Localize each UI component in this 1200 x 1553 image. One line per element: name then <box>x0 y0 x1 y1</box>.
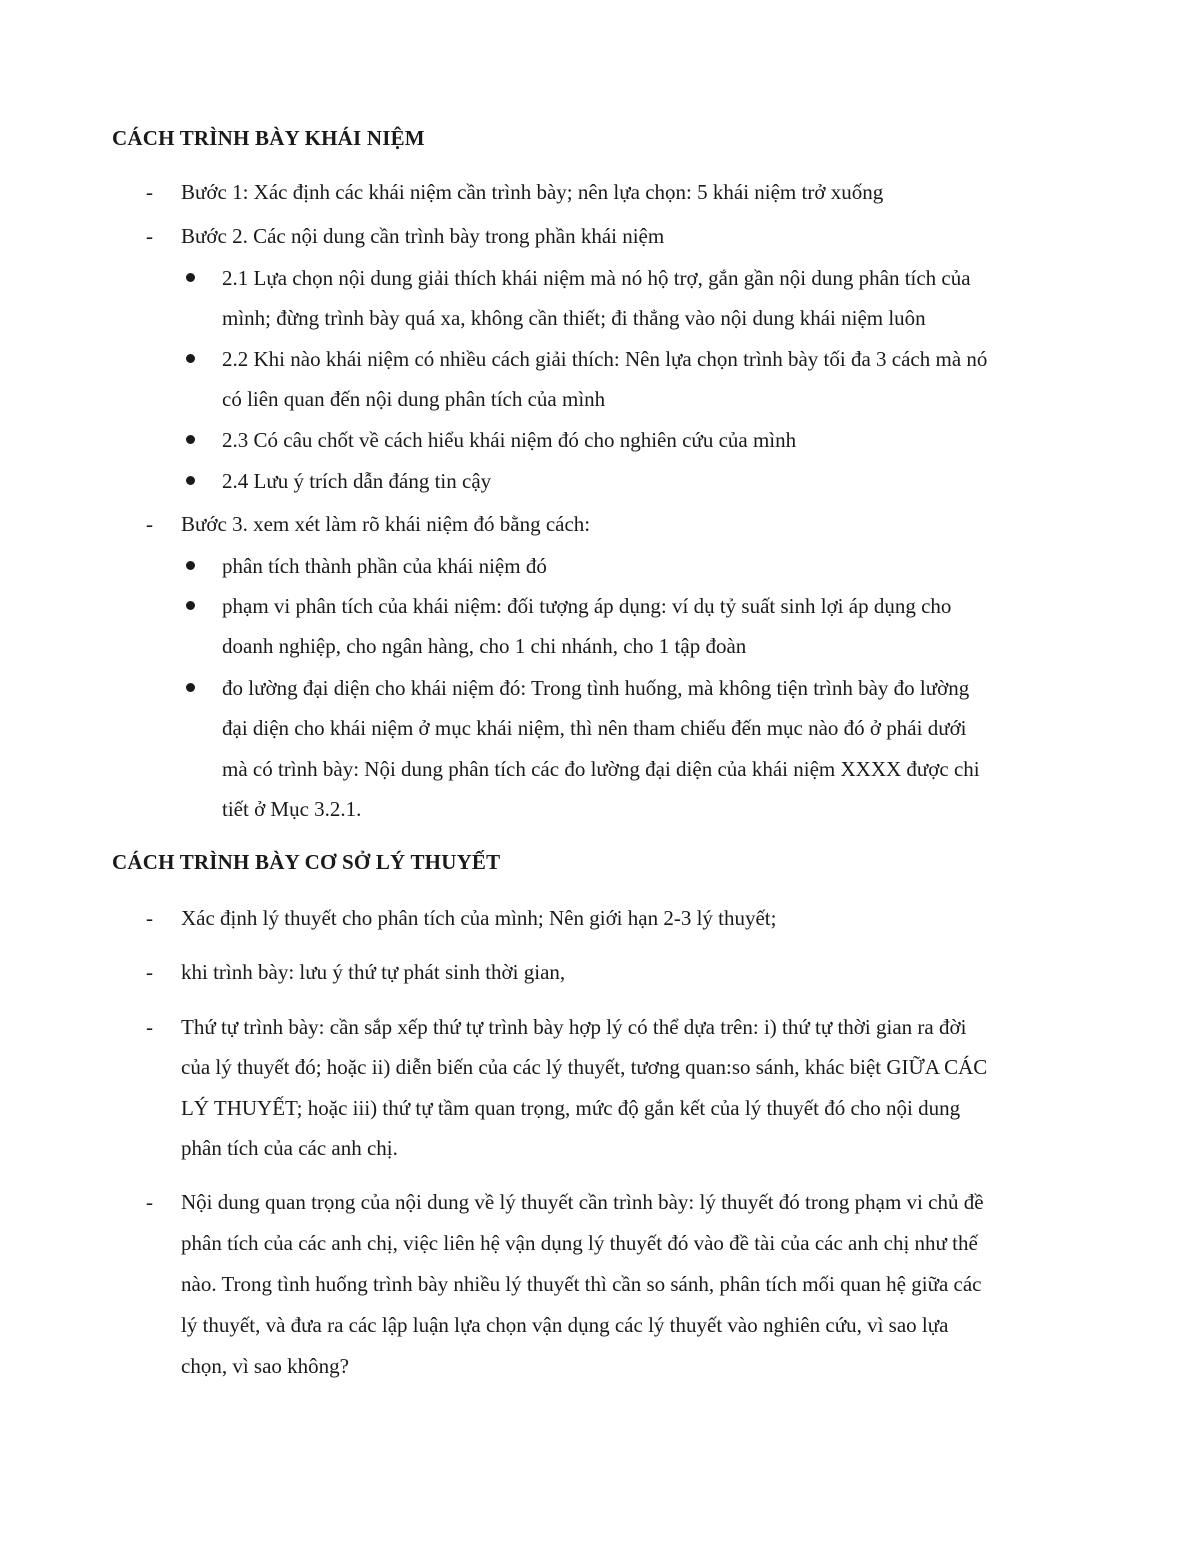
bullet-item-measure-line-3: mà có trình bày: Nội dung phân tích các đo lường đại diện của khái niệm XXXX được chi <box>222 757 980 781</box>
list-dash: - <box>146 180 153 204</box>
bullet-item-2-1-line-2: mình; đừng trình bày quá xa, không cần thiết; đi thẳng vào nội dung khái niệm luôn <box>222 306 926 330</box>
bullet-item-scope-line-2: doanh nghiệp, cho ngân hàng, cho 1 chi nhánh, cho 1 tập đoàn <box>222 634 747 658</box>
theory-item-4-line-3: nào. Trong tình huống trình bày nhiều lý thuyết thì cần so sánh, phân tích mối quan hệ giữa các <box>181 1272 982 1296</box>
section-heading-concepts: CÁCH TRÌNH BÀY KHÁI NIỆM <box>112 126 425 150</box>
theory-item-4-line-4: lý thuyết, và đưa ra các lập luận lựa chọn vận dụng các lý thuyết vào nghiên cứu, vì sao lựa <box>181 1313 949 1337</box>
list-item-step-2: Bước 2. Các nội dung cần trình bày trong phần khái niệm <box>181 224 665 248</box>
list-dash: - <box>146 224 153 248</box>
list-item-step-1: Bước 1: Xác định các khái niệm cần trình bày; nên lựa chọn: 5 khái niệm trở xuống <box>181 180 884 204</box>
list-item-step-3: Bước 3. xem xét làm rõ khái niệm đó bằng cách: <box>181 512 591 536</box>
bullet-icon <box>186 476 195 485</box>
bullet-item-2-2-line-2: có liên quan đến nội dung phân tích của mình <box>222 387 606 411</box>
theory-item-4-line-2: phân tích của các anh chị, việc liên hệ vận dụng lý thuyết đó vào đề tài của các anh chị như thế <box>181 1231 978 1255</box>
theory-item-4-line-1: Nội dung quan trọng của nội dung về lý thuyết cần trình bày: lý thuyết đó trong phạm vi chủ đề <box>181 1190 984 1214</box>
theory-item-3-line-1: Thứ tự trình bày: cần sắp xếp thứ tự trình bày hợp lý có thể dựa trên: i) thứ tự thời gian ra đời <box>181 1015 967 1039</box>
bullet-item-measure-line-1: đo lường đại diện cho khái niệm đó: Trong tình huống, mà không tiện trình bày đo lường <box>222 676 970 700</box>
bullet-icon <box>186 683 195 692</box>
bullet-icon <box>186 601 195 610</box>
bullet-item-2-3: 2.3 Có câu chốt về cách hiểu khái niệm đó cho nghiên cứu của mình <box>222 428 797 452</box>
section-heading-theory: CÁCH TRÌNH BÀY CƠ SỞ LÝ THUYẾT <box>112 850 501 874</box>
list-dash: - <box>146 1190 153 1214</box>
bullet-icon <box>186 435 195 444</box>
list-dash: - <box>146 512 153 536</box>
bullet-item-components: phân tích thành phần của khái niệm đó <box>222 554 547 578</box>
list-dash: - <box>146 906 153 930</box>
bullet-item-2-2-line-1: 2.2 Khi nào khái niệm có nhiều cách giải thích: Nên lựa chọn trình bày tối đa 3 cách mà nó <box>222 347 988 371</box>
bullet-item-measure-line-2: đại diện cho khái niệm ở mục khái niệm, thì nên tham chiếu đến mục nào đó ở phái dưới <box>222 716 967 740</box>
theory-item-1: Xác định lý thuyết cho phân tích của mình; Nên giới hạn 2-3 lý thuyết; <box>181 906 777 930</box>
list-dash: - <box>146 960 153 984</box>
bullet-item-scope-line-1: phạm vi phân tích của khái niệm: đối tượng áp dụng: ví dụ tỷ suất sinh lợi áp dụng cho <box>222 594 952 618</box>
bullet-icon <box>186 354 195 363</box>
theory-item-3-line-3: LÝ THUYẾT; hoặc iii) thứ tự tầm quan trọng, mức độ gắn kết của lý thuyết đó cho nội dung <box>181 1096 961 1120</box>
bullet-icon <box>186 273 195 282</box>
theory-item-4-line-5: chọn, vì sao không? <box>181 1354 349 1378</box>
theory-item-3-line-2: của lý thuyết đó; hoặc ii) diễn biến của các lý thuyết, tương quan:so sánh, khác biệt GIỮA CÁC <box>181 1055 988 1079</box>
bullet-item-measure-line-4: tiết ở Mục 3.2.1. <box>222 797 362 821</box>
bullet-item-2-4: 2.4 Lưu ý trích dẫn đáng tin cậy <box>222 469 492 493</box>
bullet-item-2-1-line-1: 2.1 Lựa chọn nội dung giải thích khái niệm mà nó hộ trợ, gắn gần nội dung phân tích của <box>222 266 971 290</box>
theory-item-2: khi trình bày: lưu ý thứ tự phát sinh thời gian, <box>181 960 566 984</box>
bullet-icon <box>186 561 195 570</box>
theory-item-3-line-4: phân tích của các anh chị. <box>181 1136 398 1160</box>
list-dash: - <box>146 1015 153 1039</box>
